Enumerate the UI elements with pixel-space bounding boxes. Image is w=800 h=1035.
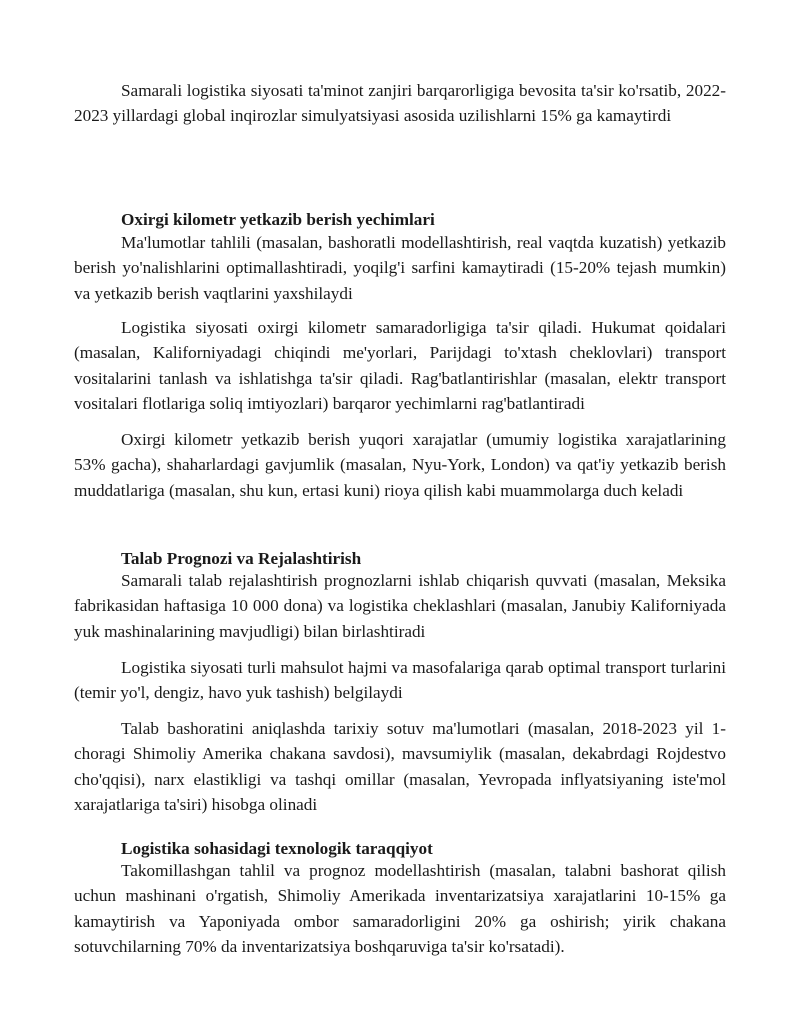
intro-paragraph: Samarali logistika siyosati ta'minot zanjiri barqarorligiga bevosita ta'sir ko'rsatib, 2022-2023 yillardagi global inqirozlar simulyatsiyasi asosida uzilishlarni 15% ga kamaytirdi [74,81,726,126]
paragraph-last-mile-policy: Logistika siyosati oxirgi kilometr samaradorligiga ta'sir qiladi. Hukumat qoidalari (masalan, Kaliforniyadagi chiqindi me'yorlari, Parijdagi to'xtash cheklovlari) transport vositalarini tanlash va ishlatishga ta'sir qiladi. Rag'batlantirishlar (masalan, elektr transport vositalari flotlariga soliq imtiyozlari) barqaror yechimlarni rag'batlantiradi [74,318,726,414]
paragraph-last-mile-challenges: Oxirgi kilometr yetkazib berish yuqori xarajatlar (umumiy logistika xarajatlarining 53% gacha), shaharlardagi gavjumlik (masalan, Nyu-York, London) va qat'iy yetkazib berish muddatlariga (masalan, shu kun, ertasi kuni) rioya qilish kabi muammolarga duch keladi [74,430,726,500]
section-heading-demand-forecast: Talab Prognozi va Rejalashtirish [121,549,362,568]
section-heading-tech-progress: Logistika sohasidagi texnologik taraqqiyot [121,839,433,858]
paragraph-forecast-factors: Talab bashoratini aniqlashda tarixiy sotuv ma'lumotlari (masalan, 2018-2023 yil 1-choragi Shimoliy Amerika chakana savdosi), mavsumiylik (masalan, dekabrdagi Rojdestvo cho'qqisi), narx elastikligi va tashqi omillar (masalan, Yevropada inflyatsiyaning iste'mol xarajatlariga ta'siri) hisobga olinadi [74,719,726,815]
section-heading-last-mile: Oxirgi kilometr yetkazib berish yechimlari [121,210,435,229]
paragraph-advanced-analytics: Takomillashgan tahlil va prognoz modellashtirish (masalan, talabni bashorat qilish uchun mashinani o'rgatish, Shimoliy Amerikada inventarizatsiya xarajatlarini 10-15% ga kamaytirish va Yaponiyada ombor samaradorligini 20% ga oshirish; yirik chakana sotuvchilarning 70% da inventarizatsiya boshqaruviga ta'sir ko'rsatadi). [74,861,726,957]
paragraph-demand-planning: Samarali talab rejalashtirish prognozlarni ishlab chiqarish quvvati (masalan, Meksika fabrikasidan haftasiga 10 000 dona) va logistika cheklashlari (masalan, Janubiy Kaliforniyada yuk mashinalarining mavjudligi) bilan birlashtiradi [74,571,726,641]
paragraph-last-mile-analytics: Ma'lumotlar tahlili (masalan, bashoratli modellashtirish, real vaqtda kuzatish) yetkazib berish yo'nalishlarini optimallashtiradi, yoqilg'i sarfini kamaytiradi (15-20% tejash mumkin) va yetkazib berish vaqtlarini yaxshilaydi [74,233,726,303]
paragraph-transport-modes: Logistika siyosati turli mahsulot hajmi va masofalariga qarab optimal transport turlarini (temir yo'l, dengiz, havo yuk tashish) belgilaydi [74,658,726,703]
